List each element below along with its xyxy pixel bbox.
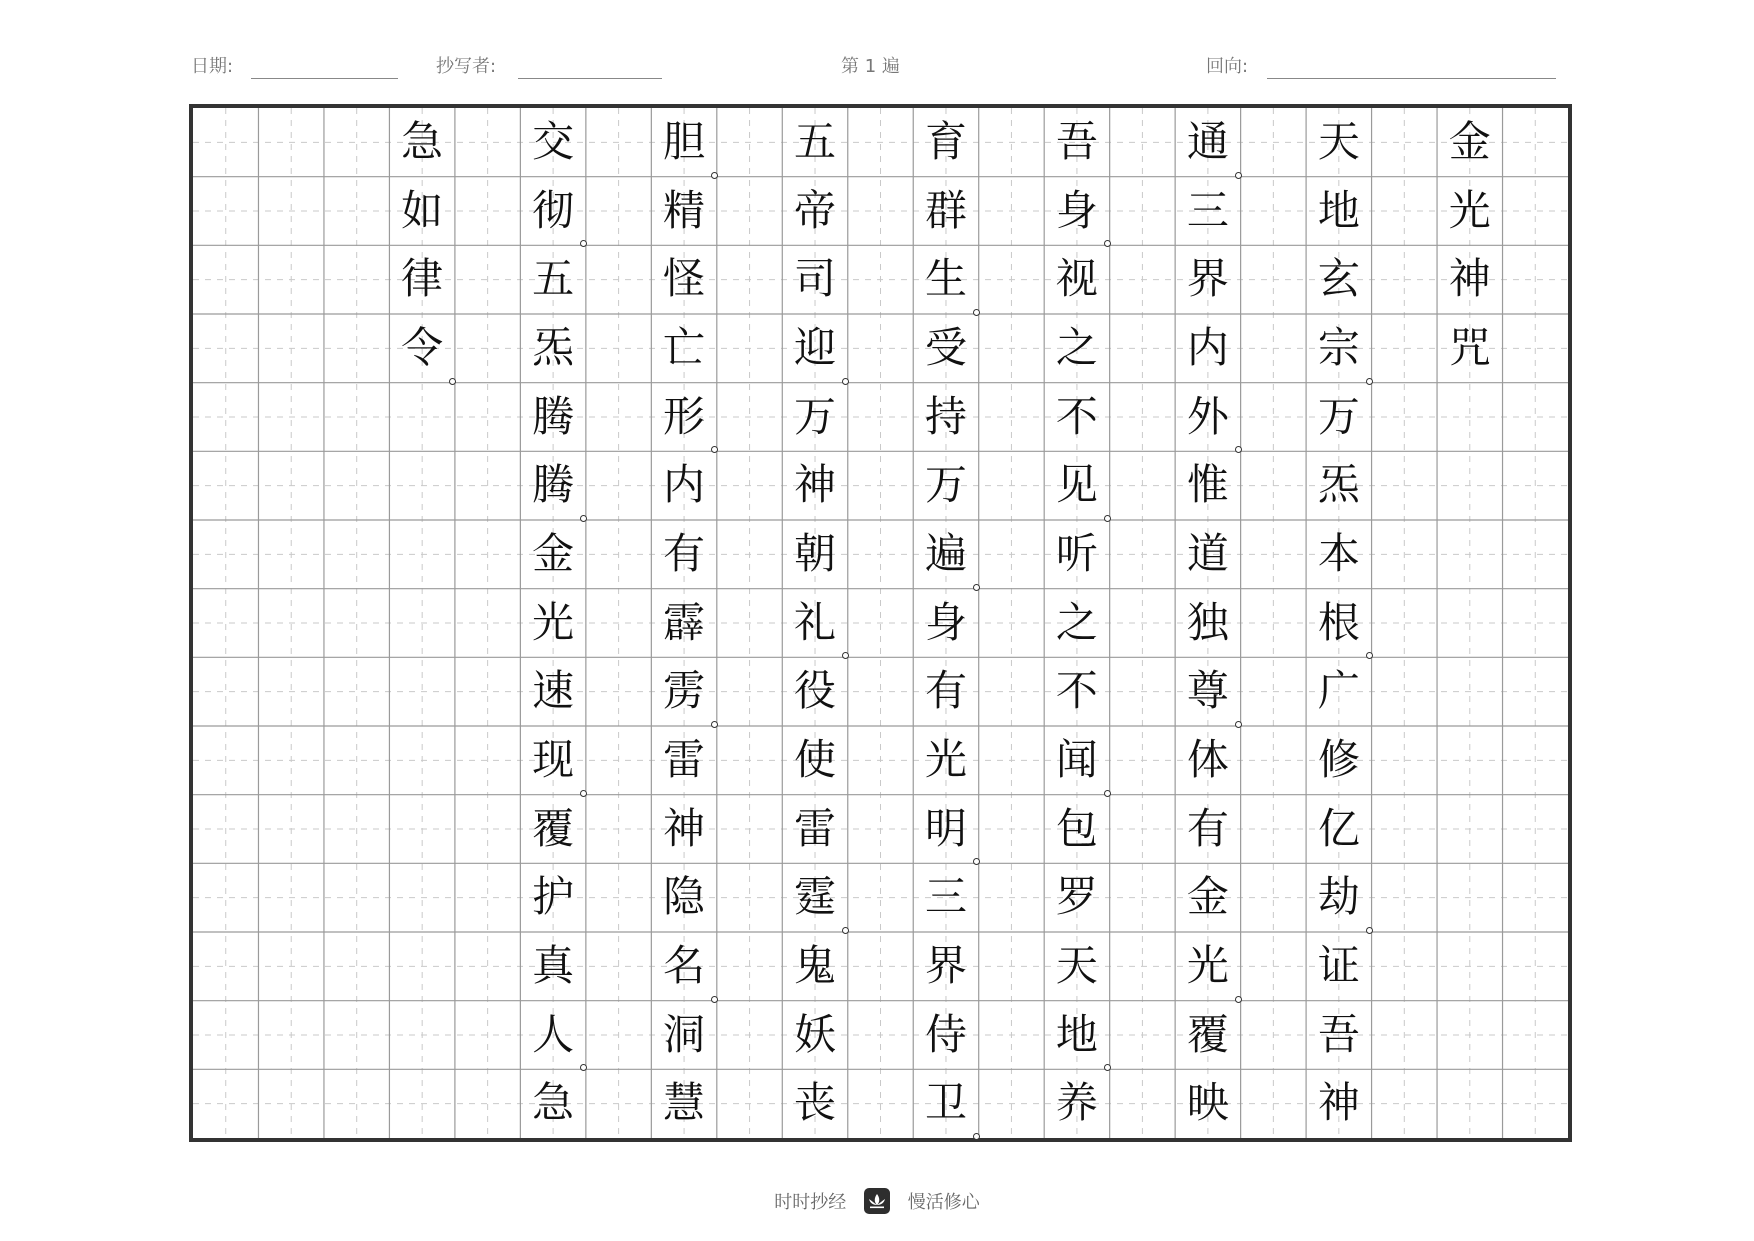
grid-character: 覆 (532, 803, 575, 853)
grid-character: 人 (532, 1009, 575, 1059)
grid-character: 役 (794, 666, 837, 716)
grid-character: 迎 (794, 323, 837, 372)
grid-character: 光 (924, 735, 967, 784)
grid-character: 不 (1055, 666, 1098, 716)
grid-character: 修 (1317, 735, 1360, 784)
grid-character: 地 (1055, 1009, 1098, 1059)
grid-character: 亿 (1317, 803, 1360, 853)
grid-character: 雷 (794, 803, 837, 853)
punctuation-dot (1235, 996, 1242, 1003)
footer-left-text: 时时抄经 (774, 1192, 847, 1213)
grid-character: 万 (1317, 391, 1360, 441)
grid-character: 礼 (794, 597, 837, 647)
grid-character: 神 (663, 803, 706, 853)
grid-character: 覆 (1186, 1009, 1229, 1059)
grid-character: 现 (532, 735, 575, 784)
grid-character: 有 (663, 529, 706, 578)
grid-character: 光 (1186, 941, 1229, 990)
grid-character: 养 (1055, 1078, 1098, 1128)
grid-character: 令 (401, 323, 444, 372)
punctuation-dot (711, 996, 718, 1003)
grid-character: 明 (924, 803, 967, 853)
pass-count-label: 第 1 遍 (841, 56, 900, 77)
punctuation-dot (1104, 240, 1111, 247)
grid-character: 尊 (1186, 666, 1229, 716)
grid-character: 隐 (663, 872, 706, 922)
grid-character: 吾 (1055, 117, 1098, 166)
grid-character: 遍 (924, 529, 967, 578)
punctuation-dot (1104, 790, 1111, 797)
grid-character: 玄 (1317, 254, 1360, 304)
grid-character: 交 (532, 117, 575, 166)
grid-character: 彻 (532, 185, 575, 235)
lotus-icon (864, 1188, 890, 1214)
page-footer (0, 1188, 1754, 1214)
grid-character: 腾 (532, 460, 575, 510)
grid-character: 惟 (1186, 460, 1229, 510)
copy-grid (189, 104, 1572, 1142)
grid-area (193, 108, 1568, 1138)
grid-character: 雳 (663, 666, 706, 716)
grid-character: 光 (1448, 185, 1491, 235)
grid-character: 炁 (1317, 460, 1360, 510)
footer-right-text: 慢活修心 (907, 1192, 980, 1213)
punctuation-dot (973, 584, 980, 591)
grid-character: 育 (924, 117, 967, 166)
grid-character: 闻 (1055, 735, 1098, 784)
punctuation-dot (973, 1133, 980, 1140)
grid-character: 天 (1317, 117, 1360, 166)
grid-character: 如 (401, 185, 444, 235)
grid-character: 鬼 (794, 941, 837, 990)
grid-character: 有 (1186, 803, 1229, 853)
grid-character: 怪 (663, 254, 706, 304)
grid-character: 身 (1055, 185, 1098, 235)
grid-character: 独 (1186, 597, 1229, 647)
grid-character: 道 (1186, 529, 1229, 578)
dedication-field[interactable] (1267, 78, 1556, 79)
grid-character: 护 (532, 872, 575, 922)
grid-character: 听 (1055, 529, 1098, 578)
punctuation-dot (842, 927, 849, 934)
grid-character: 通 (1186, 117, 1229, 166)
grid-character: 霹 (663, 597, 706, 647)
grid-character: 律 (401, 254, 444, 304)
dedication-label: 回向: (1206, 56, 1249, 77)
grid-character: 广 (1317, 666, 1360, 716)
grid-character: 劫 (1317, 872, 1360, 922)
grid-character: 万 (794, 391, 837, 441)
punctuation-dot (711, 721, 718, 728)
grid-character: 内 (1186, 323, 1229, 372)
grid-character: 不 (1055, 391, 1098, 441)
grid-character: 丧 (794, 1078, 837, 1128)
grid-character: 万 (924, 460, 967, 510)
grid-character: 神 (794, 460, 837, 510)
grid-character: 之 (1055, 597, 1098, 647)
grid-character: 之 (1055, 323, 1098, 372)
grid-character: 界 (1186, 254, 1229, 304)
punctuation-dot (1104, 1064, 1111, 1071)
grid-character: 视 (1055, 254, 1098, 304)
grid-character: 慧 (663, 1078, 706, 1128)
grid-character: 神 (1317, 1078, 1360, 1128)
grid-character: 形 (663, 391, 706, 441)
punctuation-dot (1104, 515, 1111, 522)
grid-character: 界 (924, 941, 967, 990)
grid-character: 天 (1055, 941, 1098, 990)
grid-character: 金 (1448, 117, 1491, 166)
grid-character: 朝 (794, 529, 837, 578)
grid-character: 雷 (663, 735, 706, 784)
date-label: 日期: (191, 56, 234, 77)
grid-character: 持 (924, 391, 967, 441)
grid-character: 映 (1186, 1078, 1229, 1128)
grid-character: 受 (924, 323, 967, 372)
grid-character: 侍 (924, 1009, 967, 1059)
grid-character: 地 (1317, 185, 1360, 235)
grid-character: 咒 (1448, 323, 1491, 372)
grid-character: 速 (532, 666, 575, 716)
grid-character: 群 (924, 185, 967, 235)
copier-field[interactable] (518, 78, 662, 79)
grid-character: 真 (532, 941, 575, 990)
copier-label: 抄写者: (436, 56, 497, 77)
grid-character: 金 (1186, 872, 1229, 922)
grid-character: 使 (794, 735, 837, 784)
grid-character: 罗 (1055, 872, 1098, 922)
grid-character: 神 (1448, 254, 1491, 304)
grid-character: 体 (1186, 735, 1229, 784)
grid-character: 卫 (924, 1078, 967, 1128)
punctuation-dot (449, 378, 456, 385)
grid-character: 五 (532, 254, 575, 304)
punctuation-dot (1366, 652, 1373, 659)
grid-character: 精 (663, 185, 706, 235)
grid-character: 吾 (1317, 1009, 1360, 1059)
punctuation-dot (1366, 378, 1373, 385)
grid-character: 急 (532, 1078, 575, 1128)
grid-character: 洞 (663, 1009, 706, 1059)
punctuation-dot (1235, 721, 1242, 728)
grid-character: 宗 (1317, 323, 1360, 372)
grid-character: 胆 (663, 117, 706, 166)
grid-character: 包 (1055, 803, 1098, 853)
grid-character: 外 (1186, 391, 1229, 441)
punctuation-dot (580, 515, 587, 522)
grid-character: 光 (532, 597, 575, 647)
punctuation-dot (973, 858, 980, 865)
grid-character: 急 (401, 117, 444, 166)
grid-character: 帝 (794, 185, 837, 235)
punctuation-dot (1366, 927, 1373, 934)
grid-character: 证 (1317, 941, 1360, 990)
grid-character: 妖 (794, 1009, 837, 1059)
punctuation-dot (1235, 446, 1242, 453)
grid-character: 司 (794, 254, 837, 304)
grid-character: 生 (924, 254, 967, 304)
grid-character: 本 (1317, 529, 1360, 578)
grid-character: 见 (1055, 460, 1098, 510)
grid-character: 内 (663, 460, 706, 510)
grid-character: 金 (532, 529, 575, 578)
grid-character: 霆 (794, 872, 837, 922)
page-header (0, 52, 1754, 82)
grid-character: 根 (1317, 597, 1360, 647)
grid-character: 五 (794, 117, 837, 166)
grid-character: 有 (924, 666, 967, 716)
grid-character: 炁 (532, 323, 575, 372)
grid-character: 名 (663, 941, 706, 990)
punctuation-dot (842, 378, 849, 385)
grid-character: 亡 (663, 323, 706, 372)
punctuation-dot (580, 790, 587, 797)
grid-character: 腾 (532, 391, 575, 441)
date-field[interactable] (251, 78, 398, 79)
grid-character: 三 (924, 872, 967, 922)
punctuation-dot (711, 172, 718, 179)
punctuation-dot (973, 309, 980, 316)
punctuation-dot (1235, 172, 1242, 179)
grid-character: 身 (924, 597, 967, 647)
grid-character: 三 (1186, 185, 1229, 235)
